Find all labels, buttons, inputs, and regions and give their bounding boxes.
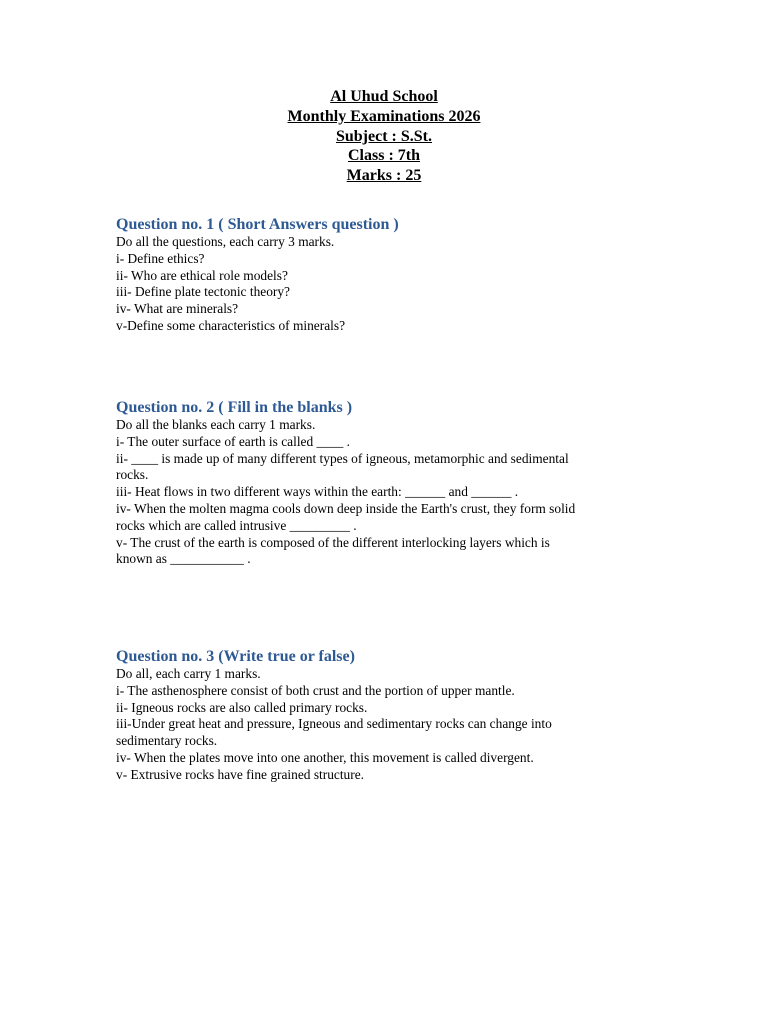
question-3-item: i- The asthenosphere consist of both crust and the portion of upper mantle. <box>116 682 515 698</box>
question-2-item: iv- When the molten magma cools down deep inside the Earth's crust, they form solid <box>116 500 576 516</box>
question-2-item: i- The outer surface of earth is called ____ . <box>116 433 350 449</box>
question-2-item: rocks which are called intrusive _________ . <box>116 517 357 533</box>
subject-line: Subject : S.St. <box>335 127 432 145</box>
question-1-item: i- Define ethics? <box>116 250 205 266</box>
marks-line: Marks : 25 <box>346 167 422 185</box>
exam-title: Monthly Examinations 2026 <box>287 107 481 125</box>
question-2-item: iii- Heat flows in two different ways within the earth: ______ and ______ . <box>116 484 519 500</box>
question-3-section <box>116 647 656 784</box>
question-3-item: ii- Igneous rocks are also called primary rocks. <box>116 699 368 715</box>
question-3-instruction: Do all, each carry 1 marks. <box>116 666 261 681</box>
question-2-item: rocks. <box>116 467 149 483</box>
question-1-instruction: Do all the questions, each carry 3 marks. <box>116 234 335 249</box>
question-3-heading: Question no. 3 (Write true or false) <box>116 648 355 665</box>
school-name: Al Uhud School <box>330 88 438 105</box>
question-1-section <box>116 215 656 335</box>
question-1-item: iv- What are minerals? <box>116 301 239 317</box>
exam-header <box>0 87 768 186</box>
question-1-item: ii- Who are ethical role models? <box>116 267 288 283</box>
question-2-section <box>116 398 656 568</box>
question-1-item: v-Define some characteristics of minerals? <box>116 317 346 333</box>
question-2-item: known as ___________ . <box>116 551 251 567</box>
question-1-item: iii- Define plate tectonic theory? <box>116 284 290 300</box>
question-2-item: v- The crust of the earth is composed of the different interlocking layers which is <box>116 534 550 550</box>
question-3-item: v- Extrusive rocks have fine grained structure. <box>116 766 365 782</box>
question-2-heading: Question no. 2 ( Fill in the blanks ) <box>116 399 353 416</box>
question-1-heading: Question no. 1 ( Short Answers question ) <box>116 216 399 233</box>
class-line: Class : 7th <box>347 147 420 165</box>
question-3-item: iv- When the plates move into one another, this movement is called divergent. <box>116 749 534 765</box>
question-3-item: iii-Under great heat and pressure, Igneous and sedimentary rocks can change into <box>116 716 552 732</box>
question-2-item: ii- ____ is made up of many different types of igneous, metamorphic and sedimental <box>116 450 569 466</box>
question-3-item: sedimentary rocks. <box>116 733 218 749</box>
question-2-instruction: Do all the blanks each carry 1 marks. <box>116 417 316 432</box>
